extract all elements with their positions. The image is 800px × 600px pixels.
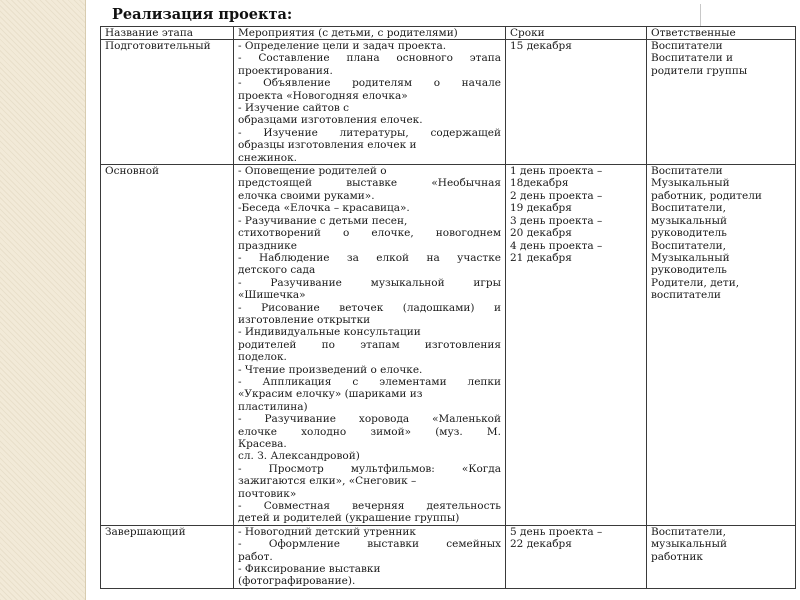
events-cell-line: - Аппликация с элементами лепки: [238, 375, 501, 388]
events-cell-line: - Рисование веточек (ладошками) и: [238, 301, 501, 314]
responsible-cell-line: Воспитатели,: [651, 525, 727, 538]
events-cell-line: пластилина): [238, 400, 308, 413]
dates-cell: [506, 40, 647, 165]
events-cell-line: сл. З. Александровой): [238, 450, 360, 463]
events-cell-line: - Оформление выставки семейных: [238, 538, 501, 551]
responsible-cell-line: Воспитатели,: [651, 239, 727, 252]
events-cell-line: детей и родителей (украшение группы): [238, 512, 460, 525]
events-cell-line: -Беседа «Елочка – красавица».: [238, 202, 410, 215]
events-cell-line: изготовление открытки: [238, 313, 371, 326]
responsible-cell-line: Воспитатели и: [651, 52, 734, 65]
table-row-final: [101, 525, 796, 588]
dates-cell-line: 20 декабря: [510, 227, 572, 240]
responsible-cell-line: руководитель: [651, 264, 727, 277]
events-cell-line: елочке холодно зимой» (муз. М.: [238, 425, 501, 438]
responsible-cell: [647, 40, 796, 165]
events-cell-line: елочка своими руками».: [238, 189, 375, 202]
events-cell-line: - Просмотр мультфильмов: «Когда: [238, 462, 501, 475]
events-cell-line: родителей по этапам изготовления: [238, 338, 501, 351]
events-cell-line: образцами изготовления елочек.: [238, 114, 423, 127]
events-cell-line: - Фиксирование выставки: [238, 563, 381, 576]
events-cell-line: - Определение цели и задач проекта.: [238, 40, 447, 52]
responsible-cell-line: музыкальный: [651, 214, 727, 227]
dates-cell-line: 4 день проекта –: [510, 239, 603, 252]
events-cell-line: празднике: [238, 239, 297, 252]
header-dates: Сроки: [506, 27, 647, 40]
events-cell-line: «Украсим елочку» (шариками из: [238, 388, 423, 401]
decorative-left-stripe: [0, 0, 85, 600]
events-cell-line: поделок.: [238, 351, 287, 364]
table-row-preparatory: [101, 40, 796, 165]
events-cell-line: - Новогодний детский утренник: [238, 525, 416, 538]
events-cell-line: почтовик»: [238, 487, 297, 500]
slide-title: Реализация проекта:: [112, 6, 293, 23]
events-cell-line: детского сада: [238, 264, 316, 277]
responsible-cell-line: работник: [651, 550, 703, 563]
events-cell-line: - Оповещение родителей о: [238, 165, 387, 178]
events-cell-line: - Совместная вечерняя деятельность: [238, 500, 501, 513]
responsible-cell: [647, 165, 796, 526]
dates-cell-line: 18декабря: [510, 177, 569, 190]
responsible-cell-line: Воспитатели: [651, 165, 723, 178]
responsible-cell-line: руководитель: [651, 227, 727, 240]
table-header-row: [101, 27, 796, 40]
responsible-cell-line: работник, родители: [651, 189, 762, 202]
responsible-cell-line: Музыкальный: [651, 177, 730, 190]
events-cell-line: проектирования.: [238, 64, 333, 77]
events-cell-line: «Шишечка»: [238, 289, 306, 302]
events-cell-line: - Разучивание музыкальной игры: [238, 276, 501, 289]
dates-cell-line: 3 день проекта –: [510, 214, 603, 227]
responsible-cell-line: Музыкальный: [651, 251, 730, 264]
dates-cell-line: 1 день проекта –: [510, 165, 603, 178]
events-cell-line: зажигаются елки», «Снеговик –: [238, 475, 417, 488]
dates-cell-line: 2 день проекта –: [510, 189, 603, 202]
events-cell-line: - Объявление родителям о начале: [238, 77, 501, 90]
stage-cell: Основной: [101, 165, 234, 526]
events-cell-line: стихотворений о елочке, новогоднем: [238, 227, 501, 240]
events-cell: [234, 40, 506, 165]
responsible-cell-line: Воспитатели: [651, 40, 723, 52]
dates-cell-line: 21 декабря: [510, 251, 572, 264]
project-table: [100, 26, 796, 589]
events-cell-line: снежинок.: [238, 151, 297, 164]
responsible-cell: [647, 525, 796, 588]
events-cell-line: - Составление плана основного этапа: [238, 52, 501, 65]
responsible-cell-line: родители группы: [651, 64, 748, 77]
stage-cell: Завершающий: [101, 525, 234, 588]
header-responsible: Ответственные: [647, 27, 796, 40]
responsible-cell-line: музыкальный: [651, 538, 727, 551]
events-cell-line: - Разучивание с детьми песен,: [238, 214, 408, 227]
events-cell: [234, 165, 506, 526]
header-stage: Название этапа: [101, 27, 234, 40]
events-cell-line: - Изучение сайтов с: [238, 102, 350, 115]
dates-cell: [506, 165, 647, 526]
dates-cell-line: 5 день проекта –: [510, 525, 603, 538]
events-cell-line: проекта «Новогодняя елочка»: [238, 89, 408, 102]
events-cell-line: предстоящей выставке «Необычная: [238, 177, 501, 190]
events-cell-line: (фотографирование).: [238, 575, 356, 588]
events-cell-line: - Индивидуальные консультации: [238, 326, 421, 339]
events-cell-line: - Изучение литературы, содержащей: [238, 126, 501, 139]
responsible-cell-line: Воспитатели,: [651, 202, 727, 215]
events-cell-line: - Чтение произведений о елочке.: [238, 363, 423, 376]
dates-cell-line: 15 декабря: [510, 40, 572, 52]
decorative-corner-mark: [700, 4, 701, 26]
stage-cell: Подготовительный: [101, 40, 234, 165]
dates-cell-line: 22 декабря: [510, 538, 572, 551]
dates-cell: [506, 525, 647, 588]
table-row-main: [101, 165, 796, 526]
responsible-cell-line: Родители, дети,: [651, 276, 740, 289]
responsible-cell-line: воспитатели: [651, 289, 721, 302]
events-cell-line: - Наблюдение за елкой на участке: [238, 251, 501, 264]
header-events: Мероприятия (с детьми, с родителями): [234, 27, 506, 40]
events-cell-line: - Разучивание хоровода «Маленькой: [238, 413, 501, 426]
events-cell-line: работ.: [238, 550, 273, 563]
decorative-divider: [85, 0, 86, 600]
dates-cell-line: 19 декабря: [510, 202, 572, 215]
events-cell-line: Красева.: [238, 438, 287, 450]
events-cell-line: образцы изготовления елочек и: [238, 139, 417, 152]
events-cell: [234, 525, 506, 588]
